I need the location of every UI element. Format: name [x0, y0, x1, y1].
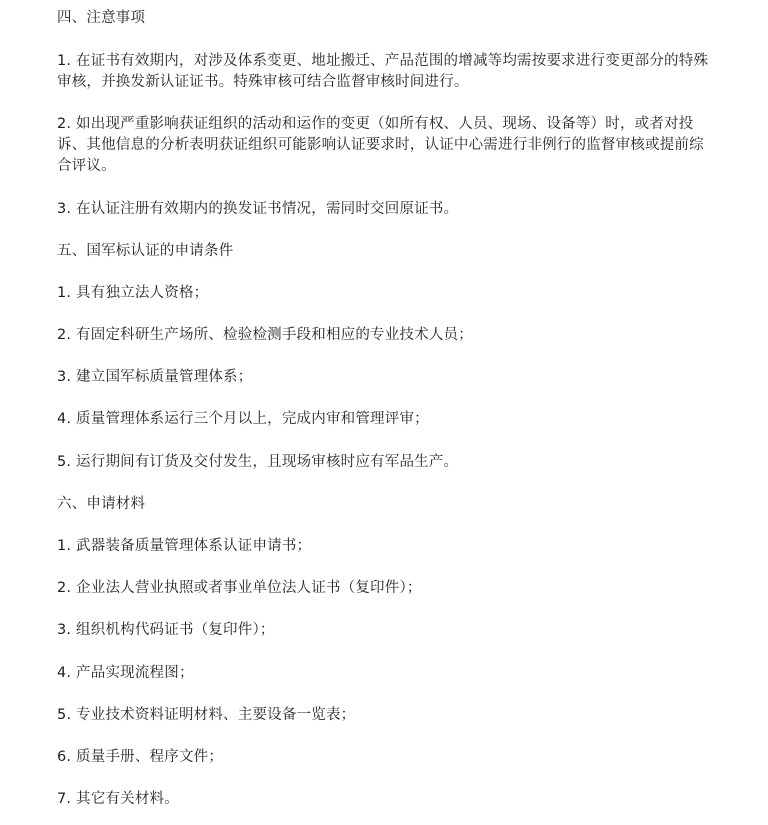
list-item: 2. 企业法人营业执照或者事业单位法人证书（复印件）； [57, 580, 422, 596]
section-heading-materials: 六、申请材料 [57, 496, 146, 512]
list-item: 6. 质量手册、程序文件； [57, 749, 224, 765]
list-item: 5. 运行期间有订货及交付发生，且现场审核时应有军品生产。 [57, 454, 459, 470]
list-item: 1. 具有独立法人资格； [57, 285, 209, 301]
list-item: 1. 在证书有效期内，对涉及体系变更、地址搬迁、产品范围的增减等均需按要求进行变更部分的特殊审核，并换发新认证证书。特殊审核可结合监督审核时间进行。 [57, 53, 709, 90]
list-item: 7. 其它有关材料。 [57, 791, 179, 807]
list-item: 2. 如出现严重影响获证组织的活动和运作的变更（如所有权、人员、现场、设备等）时，或者对投诉、其他信息的分析表明获证组织可能影响认证要求时，认证中心需进行非例行的监督审核或提前综合评议。 [57, 116, 704, 174]
section-heading-notes: 四、注意事项 [57, 10, 146, 26]
list-item: 4. 质量管理体系运行三个月以上，完成内审和管理评审； [57, 411, 429, 427]
list-item: 3. 在认证注册有效期内的换发证书情况，需同时交回原证书。 [57, 201, 459, 217]
list-item: 2. 有固定科研生产场所、检验检测手段和相应的专业技术人员； [57, 327, 473, 343]
list-item: 1. 武器装备质量管理体系认证申请书； [57, 538, 312, 554]
list-item: 3. 组织机构代码证书（复印件）； [57, 622, 275, 638]
list-item: 5. 专业技术资料证明材料、主要设备一览表； [57, 707, 356, 723]
list-item: 3. 建立国军标质量管理体系； [57, 369, 253, 385]
list-item: 4. 产品实现流程图； [57, 665, 194, 681]
section-heading-requirements: 五、国军标认证的申请条件 [57, 243, 234, 259]
